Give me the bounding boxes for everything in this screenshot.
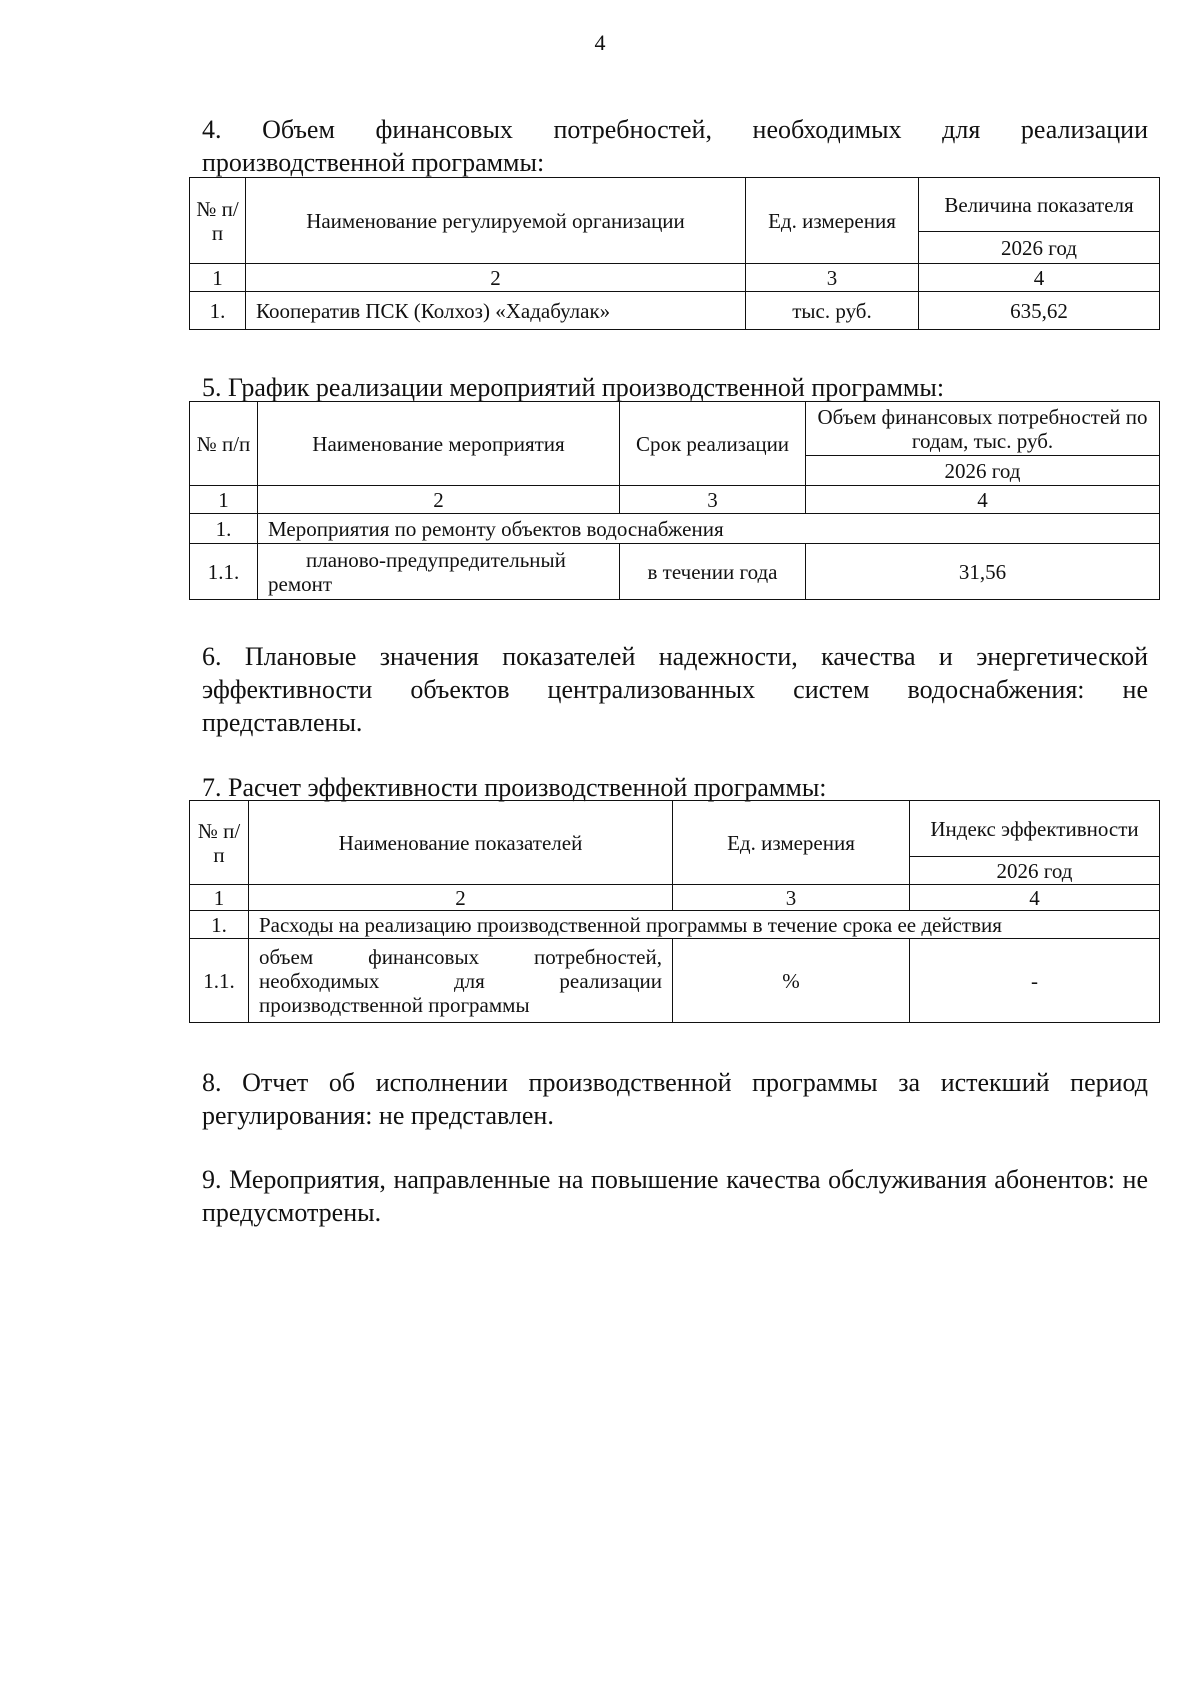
header-year: 2026 год bbox=[806, 456, 1160, 486]
row-measure-name bbox=[258, 544, 620, 600]
section-4-heading: 4. Объем финансовых потребностей, необходимых для реализации производственной программы: bbox=[202, 115, 1148, 177]
row-indicator-name-line: производственной программы bbox=[259, 992, 530, 1017]
group-name: Расходы на реализацию производственной программы в течение срока ее действия bbox=[249, 911, 1160, 939]
row-num: 1.1. bbox=[190, 939, 249, 1023]
header-unit: Ед. измерения bbox=[673, 801, 910, 885]
row-indicator-name-line: объем финансовых потребностей, bbox=[259, 944, 662, 969]
column-index: 4 bbox=[910, 885, 1160, 911]
header-unit: Ед. измерения bbox=[746, 178, 919, 264]
table-row bbox=[190, 292, 1160, 330]
section-6-text: 6. Плановые значения показателей надежности, качества и энергетической эффективности объектов централизованных систем водоснабжения: не представлены. bbox=[202, 642, 1148, 737]
row-value: 635,62 bbox=[919, 292, 1160, 330]
column-index: 4 bbox=[806, 486, 1160, 514]
row-org-name: Кооператив ПСК (Колхоз) «Хадабулак» bbox=[246, 292, 746, 330]
header-value: Величина показателя bbox=[919, 178, 1160, 232]
group-name: Мероприятия по ремонту объектов водоснабжения bbox=[258, 514, 1160, 544]
header-term: Срок реализации bbox=[620, 402, 806, 486]
column-index: 3 bbox=[746, 264, 919, 292]
header-org-name: Наименование регулируемой организации bbox=[246, 178, 746, 264]
header-indicator-name: Наименование показателей bbox=[249, 801, 673, 885]
table-group-row bbox=[190, 911, 1160, 939]
row-value: 31,56 bbox=[806, 544, 1160, 600]
table-row bbox=[190, 544, 1160, 600]
header-num: № п/п bbox=[190, 801, 249, 885]
column-index: 2 bbox=[246, 264, 746, 292]
header-index: Индекс эффективности bbox=[910, 801, 1160, 857]
header-year: 2026 год bbox=[910, 857, 1160, 885]
column-index: 4 bbox=[919, 264, 1160, 292]
header-volume: Объем финансовых потребностей по годам, тыс. руб. bbox=[806, 402, 1160, 456]
row-unit: % bbox=[673, 939, 910, 1023]
table-row bbox=[190, 939, 1160, 1023]
row-value: - bbox=[910, 939, 1160, 1023]
row-num: 1.1. bbox=[190, 544, 258, 600]
section-9-text: 9. Мероприятия, направленные на повышение качества обслуживания абонентов: не предусмотрены. bbox=[202, 1165, 1148, 1227]
column-index: 2 bbox=[249, 885, 673, 911]
row-term: в течении года bbox=[620, 544, 806, 600]
schedule-table bbox=[189, 401, 1160, 600]
column-index: 3 bbox=[673, 885, 910, 911]
row-indicator-name bbox=[249, 939, 673, 1023]
row-unit: тыс. руб. bbox=[746, 292, 919, 330]
header-num: № п/п bbox=[190, 178, 246, 264]
table-group-row bbox=[190, 514, 1160, 544]
group-num: 1. bbox=[190, 514, 258, 544]
row-indicator-name-line: необходимых для реализации bbox=[259, 968, 662, 993]
row-measure-name-line: планово-предупредительный bbox=[306, 547, 566, 572]
section-7-heading: 7. Расчет эффективности производственной программы: bbox=[202, 773, 827, 802]
efficiency-table bbox=[189, 800, 1160, 1023]
page-number: 4 bbox=[594, 30, 606, 55]
header-num: № п/п bbox=[190, 402, 258, 486]
column-index: 3 bbox=[620, 486, 806, 514]
header-year: 2026 год bbox=[919, 232, 1160, 264]
group-num: 1. bbox=[190, 911, 249, 939]
header-measure-name: Наименование мероприятия bbox=[258, 402, 620, 486]
row-num: 1. bbox=[190, 292, 246, 330]
section-8-text: 8. Отчет об исполнении производственной программы за истекший период регулирования: не представлен. bbox=[202, 1068, 1148, 1130]
column-index: 1 bbox=[190, 885, 249, 911]
column-index: 1 bbox=[190, 486, 258, 514]
section-5-heading: 5. График реализации мероприятий производственной программы: bbox=[202, 373, 945, 402]
column-index: 2 bbox=[258, 486, 620, 514]
financial-needs-table bbox=[189, 177, 1160, 330]
column-index: 1 bbox=[190, 264, 246, 292]
row-measure-name-line: ремонт bbox=[268, 571, 333, 596]
